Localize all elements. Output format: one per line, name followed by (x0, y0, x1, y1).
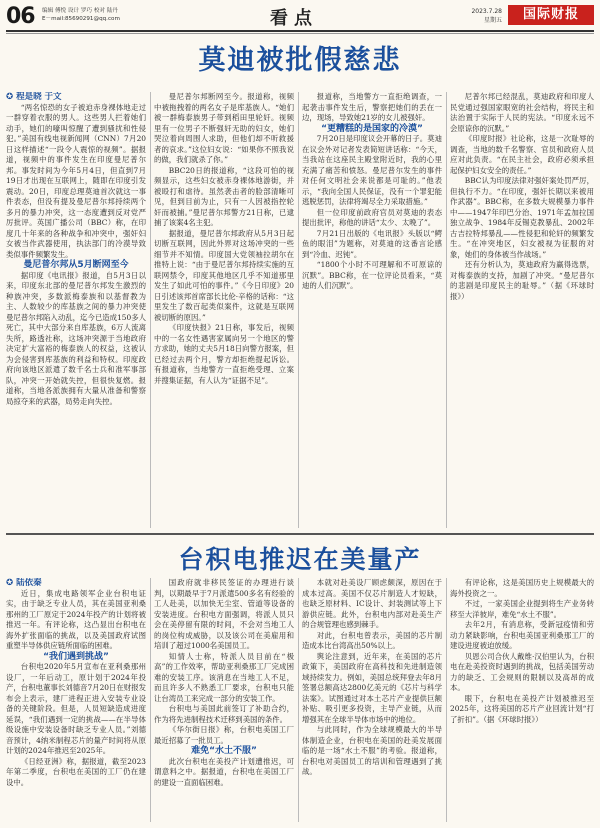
newspaper-logo: 国际财报 (508, 5, 594, 25)
column-divider (446, 92, 447, 528)
article1-paragraph: BBC20日的报道称，“这段可怕的视频显示，这些妇女被赤身裸体地游街，并被殴打和虐待。虽然袭击者的脸部清晰可见，但到目前为止，只有一人因被指控轮奸而被捕。”曼尼普尔邦警方21日称，已逮捕了该案4名主犯。 (154, 165, 294, 227)
article1-paragraph: 据印度《电讯报》报道，自5月3日以来，印度东北部的曼尼普尔邦发生激烈的种族冲突，多数派梅泰族和以基督教为主、人数较少的库基族之间的暴力冲突使曼尼普尔邦陷入动乱，迄今已造成150多人死亡，其中大部分来自库基族，6万人流离失所，路透社称，这场冲突源于当地政府决定扩大富裕的梅泰族人的权益，这被认为会侵害到库基族的利益和特权。印度政府向该地区派遣了数千名士兵和准军事部队，冲突一开始就失控，但很快复燃。报道称，当地各派族拥有大量从准备和警察局掠夺来的武器，局势走向失控。 (6, 270, 146, 406)
article2-paragraph: 有评论称，这是美国历史上规模最大的海外投资之一。 (450, 578, 594, 598)
article2-byline-text: 陆依秦 (16, 578, 42, 588)
article2-paragraph: 台积电2020年5月宣布在亚利桑那州设厂，一年后动工，原计划于2024年投产，台积电董事长刘德音7月20日在财报发布会上表示，建厂进程正进入安装专业设备的关键阶段。但是，人员短缺造成进度延误，“我们遇到一定的挑战——在半导体级设施中安装设备时缺乏专业人员。”刘德音预计，4纳米制程芯片的量产时间将从原计划的2024年推迟至2025年。 (6, 662, 146, 755)
header-rule (6, 30, 594, 32)
weekday: 星期五 (483, 17, 502, 24)
article1-subheading-2: “更糟糕的是国家的冷漠” (321, 123, 423, 134)
article1-byline: ✪ 程是晓 于文 (6, 92, 62, 102)
article1-paragraph: 《印度时报》社论称，这是一次耻辱的调查，当地的数千名警察、官员和政府人员应对此负责。“在民主社会，政府必须承担起保护妇女安全的责任。” (450, 134, 594, 175)
article2-paragraph: 眼下，台积电在美投产计划被推迟至2025年，这将美国的芯片产业回流计划“打了折扣”。（据《环球时报》） (450, 693, 594, 724)
article2-subheading-1: “我们遇到挑战” (43, 651, 109, 662)
article1-column-4 (450, 92, 594, 530)
article1-paragraph: 曼尼普尔邦断网至今。报道称，视频中被拖拽着的两名女子是库基族人。“她们被一群梅泰族男子带到稻田里轮奸。视频里有一位男子不断强奸无助的妇女，她们哭泣着向周围人求助，但他们却不听救援者的哀求。”这位妇女说：“如果你不照我说的做，我们就杀了你。” (154, 92, 294, 164)
article1-paragraph: 但一位印度前政府官员对莫迪的表态提出批评，称他的讲话“太少、太晚了”。 (302, 207, 442, 227)
dateline (454, 7, 502, 25)
article1-paragraph: 报道称，当地警方一直拒绝调查，一起袭击事件发生后，警察把她们的丢在一边，现场，导致她21岁的女儿被强奸。 (302, 92, 442, 122)
editors-credit (42, 7, 182, 23)
article1-paragraph: 《印度快报》21日称，事发后，视频中的一名女性遇害家属向另一个地区的警方求助，她的丈夫5月18日向警方报案，但已经过去两个月，警方却拒绝提起诉讼。有报道称，当地警方一直拒绝受理、立案并搜集证据，有人认为“证据不足”。 (154, 323, 294, 385)
article1-subheading-1: 曼尼普尔邦从5月断网至今 (23, 260, 129, 270)
article2-paragraph: 台积电与美国此前签订了补助合约，作为将先进制程技术迁移到美国的条件。 (154, 704, 294, 724)
article2-paragraph: 与此同时，作为全球规模最大的半导体制造企业，台积电在美国的赴美发展面临的是一场“水土不服”的考验。报道称，台积电对美国员工的培训和管理遇到了挑战。 (302, 725, 442, 776)
page-number: 06 (6, 4, 35, 29)
article2-paragraph: 去年2月，有消息称，受新冠疫情和劳动力紧缺影响，台积电美国亚利桑那工厂的建设进度被迫放缓。 (450, 620, 594, 650)
article1-paragraph: 还有分析认为，莫迪政府为赢得选票，对梅泰族的支持，加剧了冲突。“曼尼普尔的悲剧是印度民主的耻辱。”（据《环球时报》） (450, 260, 594, 301)
editors-email: E－mail:85690291@qq.com (42, 16, 120, 22)
header-rule-thin (6, 33, 594, 34)
article2-subheading-2: 难免“水土不服” (191, 746, 257, 756)
article2-paragraph: 近日，集成电路领军企业台积电证实，由于缺乏专业人员，其在美国亚利桑那州的工厂原定于2024年投产的计划将被推迟一年。有评论称，这凸显出台积电在海外扩张面临的挑战，以及美国政府试图重塑半导体供应链所面临的困难。 (6, 588, 146, 650)
article2-paragraph: 舆论注意到，近年来，在美国的芯片政策下，美国政府在高科技和先进制造领域持续发力。例如，美国总统拜登去年8月签署总额高达2800亿美元的《芯片与科学法案》。试图通过对本土芯片产业提供巨额补贴、吸引更多投资，主导产业链，从而增强其在全球半导体市场中的地位。 (302, 651, 442, 724)
column-divider (298, 92, 299, 528)
article1-column-1 (6, 92, 146, 530)
article1-headline: 莫迪被批假慈悲 (198, 45, 402, 76)
article2-paragraph: 《日经亚洲》称，据报道，截至2023年第二季度，台积电在美国的工厂仍在建设中。 (6, 756, 146, 787)
article2-paragraph: 贝恩公司合伙人戴维·汉伯里认为，台积电在赴美投资时遇到的挑战，包括美国劳动力的缺乏、工会规则的限制以及高昂的成本。 (450, 651, 594, 692)
article1-byline-text: 程是晓 于文 (16, 92, 62, 102)
article2-paragraph: 不过，一家美国企业提到将生产业务转移至大洋彼岸，难免“水土不服”。 (450, 599, 594, 619)
section-title: 看点 (270, 8, 318, 29)
column-divider (446, 578, 447, 822)
article2-column-1 (6, 578, 146, 824)
article2-column-3 (302, 578, 442, 824)
article2-paragraph: 《华尔街日报》称，台积电美国工厂最近招募了一批员工。 (154, 725, 294, 745)
article2-column-4 (450, 578, 594, 824)
article2-headline: 台积电推迟在美量产 (178, 545, 422, 574)
page-header (6, 4, 594, 30)
date: 2023.7.28 (471, 8, 502, 15)
article2-byline: ✪ 陆依秦 (6, 578, 42, 588)
article2-paragraph: 此次台积电在美投产计划遭推迟，可谓意料之中。据报道，台积电在美国工厂的建设一直面临困难。 (154, 756, 294, 787)
article1-paragraph: BBC认为印度法律对强奸案处罚严厉，但执行不力。“在印度，强奸长期以来被用作武器”。BBC称，在多数大规模暴力事件中——1947年印巴分治、1971年孟加拉国独立战争、1984年反锡克教暴乱、2002年古吉拉特邦暴乱——性侵犯和轮奸的频繁发生。“在冲突地区，妇女被视为征服的对象，她们的身体被当作战场。” (450, 176, 594, 259)
article1-paragraph: 尼普尔邦已经混乱，莫迪政府和印度人民党通过强国家眼宽的社会结构，将民主和法治置于实际于人民的宪法。“印度永远不会原谅你的沉默。” (450, 92, 594, 133)
article1-paragraph: 据报道，曼尼普尔邦政府从5月3日起切断互联网，因此外界对这场冲突的一些细节并不知情。印度国大党领袖拉胡尔在推特上说：“由于曼尼普尔邦持续实施的互联网禁令，印度其他地区几乎不知道那里发生了如此可怕的事件。”《今日印度》20日引述该邦首席部长比伦·辛格的话称：“这里发生了数百起类似案件，这就是互联网被切断的原因。” (154, 228, 294, 322)
column-divider (298, 578, 299, 822)
article-separator (6, 533, 594, 535)
column-divider (150, 92, 151, 528)
article1-paragraph: “两名惊恐的女子被迫赤身裸体地走过一群穿着衣服的男人。这些男人拦着她们动手，她们的嚎叫惊醒了遭到骚扰和性侵犯。”美国有线电视新闻网（CNN）7月20日这样描述“一段令人震惊的视频”。据报道，视频中的事件发生在印度曼尼普尔邦。事发时间为今年5月4日，但直到7月19日才出现在互联网上，随即在印度引发震动。20日，印度总理莫迪首次就这一事件表态，但没有提及曼尼普尔邦持续两个多月的暴力冲突，这一态度遭到反对党严厉批评。英国广播公司（BBC）称，在印度几十年来的各种战争和冲突中，强奸妇女被当作武器使用，执法部门的冷漠导致类似事件频繁发生。 (6, 102, 146, 259)
article1-paragraph: 7月20日是印度议会开幕的日子。莫迪在议会外对记者发表简短讲话称：“今天，当我站在这座民主殿堂附近时，我的心里充满了痛苦和愤怒。曼尼普尔发生的事件对任何文明社会来说都是可耻的。”他表示，“我向全国人民保证，没有一个罪犯能逃脱惩罚，法律将竭尽全力采取措施。” (302, 134, 442, 206)
article1-column-2 (154, 92, 294, 530)
editors-line: 编辑 傅悦 设计 罗巧 校对 陆丹 (42, 8, 119, 14)
article1-column-3 (302, 92, 442, 530)
article2-column-2 (154, 578, 294, 824)
article2-paragraph: 国政府就非移民签证的办理进行谈判，以期最早于7月派遣500多名有经验的工人赴美，以加快无尘室、管道等设备的安装进度。台积电方面强调，将派人员只会在美停留有限的时间，不会对当地工人的岗位构成威胁，以及该公司在美雇用和培训了超过1000名美国员工。 (154, 578, 294, 650)
column-divider (150, 578, 151, 822)
article2-paragraph: 本就对赴美设厂顾虑颇深，原因在于成本过高。美国不仅芯片制造人才短缺，也缺乏原材料、IC设计、封装测试等上下游供应链。此外，台积电内部对赴美生产的合规管理也感到棘手。 (302, 578, 442, 629)
article2-paragraph: 知情人士称，特派人员目前在“极高”的工作效率，帮助亚利桑那工厂完成困难的安装工序。该消息在当地工人不足，而且许多人不熟悉工厂要求，台积电只能让台湾员工来完成一部分的安装工作。 (154, 651, 294, 703)
article2-paragraph: 对此，台积电曾表示，美国的芯片制造成本比台湾高出50%以上。 (302, 630, 442, 650)
article1-paragraph: 7月21日出版的《电讯报》头版以“鳄鱼的眼泪”为题称，对莫迪的这番言论感到“冷血、迟钝”。 (302, 228, 442, 259)
article1-paragraph: “1800个小时不可理解和不可原谅的沉默”。BBC称，在一位评论员看来，“莫迪的人们沉默”。 (302, 260, 442, 290)
